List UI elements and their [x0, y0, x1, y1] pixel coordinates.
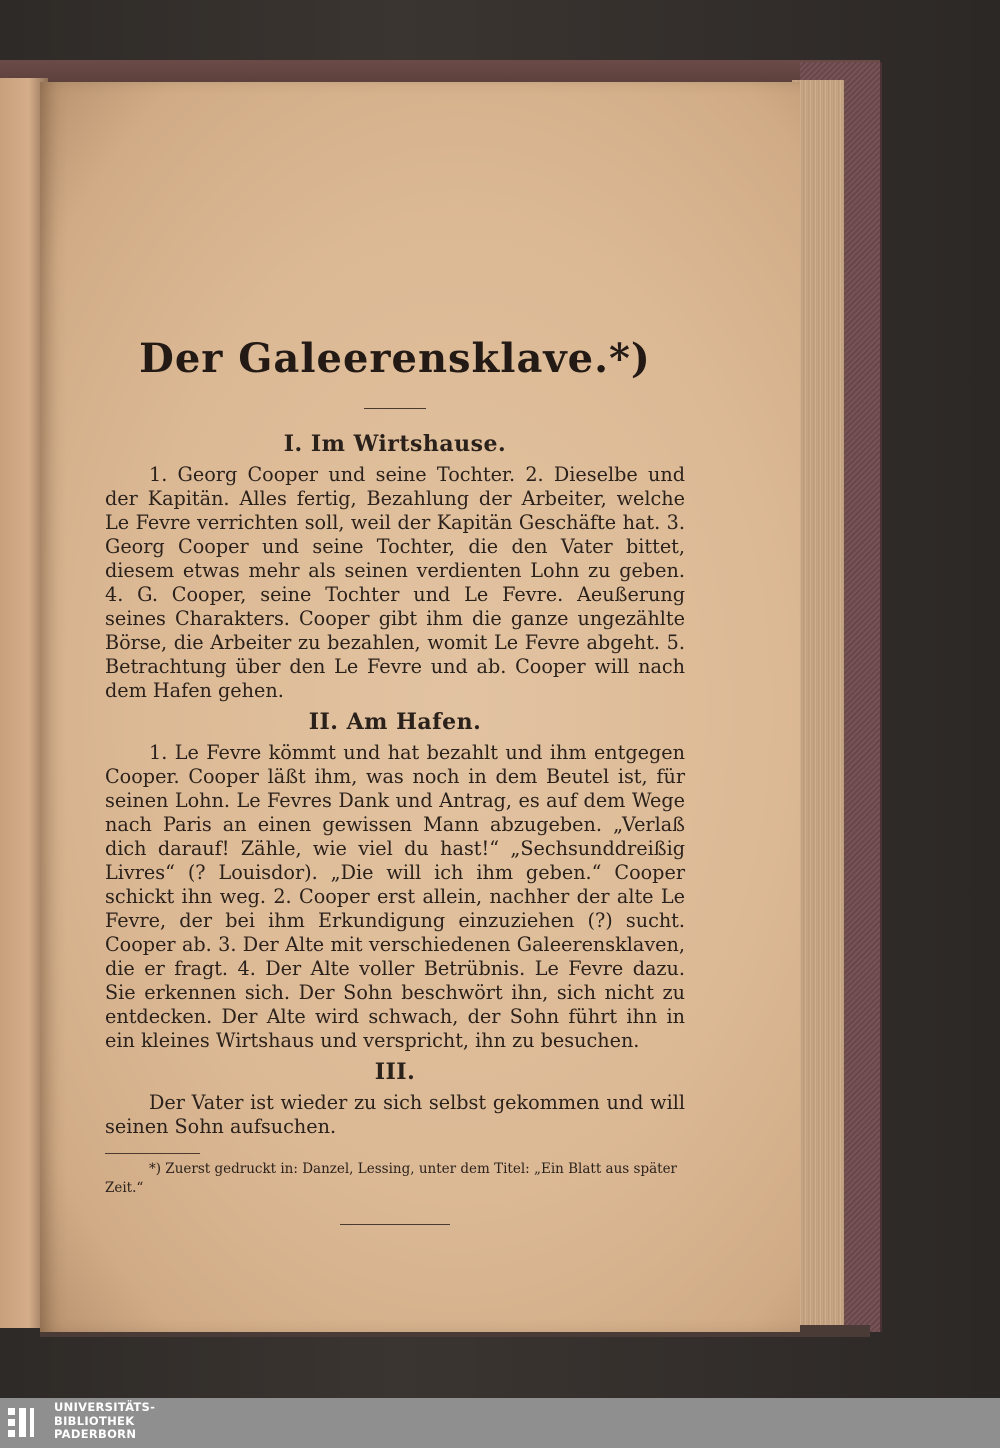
- library-name-line-2: BIBLIOTHEK: [54, 1413, 135, 1428]
- library-name[interactable]: [54, 1401, 155, 1442]
- footnote: *) Zuerst gedruckt in: Danzel, Lessing, unter dem Titel: „Ein Blatt aus später Zeit.“: [105, 1161, 678, 1196]
- section-heading-1: I. Im Wirtshause.: [283, 431, 507, 457]
- page-title: Der Galeerensklave.*): [139, 335, 651, 382]
- footnote-divider: [105, 1153, 200, 1154]
- page-content: [105, 335, 685, 1225]
- section-heading-3: III.: [374, 1059, 416, 1085]
- library-name-line-3: PADERBORN: [54, 1427, 137, 1441]
- footer-bar: [0, 1398, 1000, 1448]
- university-library-logo-icon[interactable]: [6, 1404, 44, 1442]
- end-divider: [340, 1224, 450, 1225]
- section-text-1: 1. Georg Cooper und seine Tochter. 2. Dieselbe und der Kapitän. Alles fertig, Bezahlung der Arbeiter, welche Le Fevre verrichten soll, weil der Kapitän Geschäfte hat. 3. Georg Cooper und seine Tochter, die den Vater bittet, diesem etwas mehr als seinen verdienten Lohn zu geben. 4. G. Cooper, seine Tochter und Le Fevre. Aeußerung seines Charakters. Cooper gibt ihm die ganze ungezählte Börse, die Arbeiter zu bezahlen, womit Le Fevre abgeht. 5. Betrachtung über den Le Fevre und ab. Cooper will nach dem Hafen gehen.: [105, 463, 685, 702]
- section-text-2: 1. Le Fevre kömmt und hat bezahlt und ihm entgegen Cooper. Cooper läßt ihm, was noch in dem Beutel ist, für seinen Lohn. Le Fevres Dank und Antrag, es auf dem Wege nach Paris an einen gewissen Mann abzugeben. „Verlaß dich darauf! Zähle, wie viel du hast!“ „Sechsunddreißig Livres“ (? Louisdor). „Die will ich ihm geben.“ Cooper schickt ihn weg. 2. Cooper erst allein, nachher der alte Le Fevre, der bei ihm Erkundigung einzuziehen (?) sucht. Cooper ab. 3. Der Alte mit verschiedenen Galeerensklaven, die er fragt. 4. Der Alte voller Betrübnis. Le Fevre dazu. Sie erkennen sich. Der Sohn beschwört ihn, sich nicht zu entdecken. Der Alte wird schwach, der Sohn führt ihn in ein kleines Wirtshaus und verspricht, ihn zu besuchen.: [105, 741, 685, 1052]
- section-text-3: Der Vater ist wieder zu sich selbst gekommen und will seinen Sohn aufsuchen.: [105, 1091, 685, 1138]
- library-name-line-1: UNIVERSITÄTS-: [54, 1400, 156, 1414]
- section-heading-2: II. Am Hafen.: [308, 709, 482, 735]
- title-divider: [364, 408, 426, 409]
